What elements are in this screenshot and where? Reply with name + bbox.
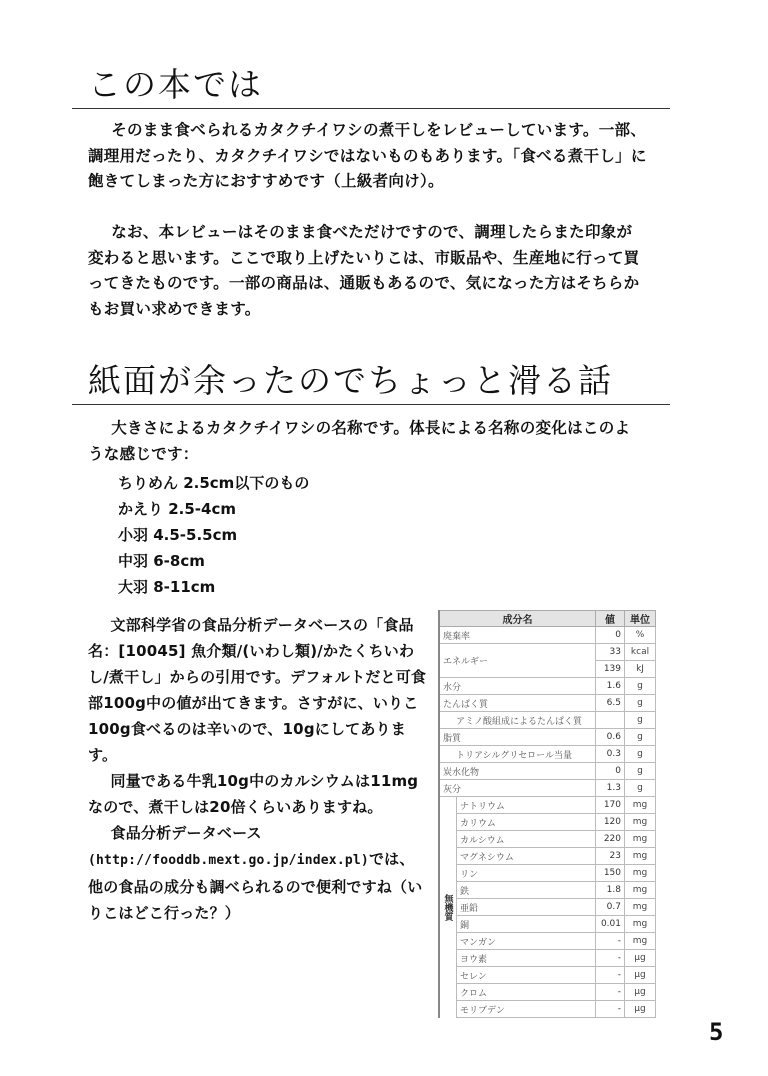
nutrient-unit: g — [625, 695, 656, 712]
indent-cell — [439, 865, 457, 882]
nutrient-value: 0 — [596, 763, 625, 780]
table-row — [439, 695, 656, 712]
mineral-group-label: 無機質 — [439, 882, 457, 933]
indent-cell — [439, 933, 457, 950]
indent-cell — [439, 797, 457, 814]
table-row — [439, 678, 656, 695]
nutrient-name: クロム — [457, 984, 596, 1001]
table-row — [439, 865, 656, 882]
table-row — [439, 882, 656, 899]
nutrient-value: 1.3 — [596, 780, 625, 797]
database-link-text: では、他の食品の成分も調べられるので便利ですね（いりこはどこ行った？） — [88, 850, 423, 922]
nutrient-name: マンガン — [457, 933, 596, 950]
nutrient-value — [596, 712, 625, 729]
table-row — [439, 831, 656, 848]
nutrient-name: モリブデン — [457, 1001, 596, 1018]
nutrient-unit: g — [625, 763, 656, 780]
nutrient-unit: mg — [625, 848, 656, 865]
size-item: 大羽 8-11cm — [118, 578, 216, 596]
indent-cell — [439, 814, 457, 831]
database-url[interactable]: (http://fooddb.mext.go.jp/index.pl) — [88, 853, 369, 868]
nutrient-value: - — [596, 950, 625, 967]
nutrient-value: - — [596, 1001, 625, 1018]
size-item: かえり 2.5-4cm — [118, 500, 236, 518]
nutrient-unit: mg — [625, 814, 656, 831]
table-row — [439, 967, 656, 984]
table-row — [439, 916, 656, 933]
nutrient-name: アミノ酸組成によるたんぱく質 — [439, 712, 596, 729]
nutrient-value: 1.8 — [596, 882, 625, 899]
nutrient-name: 水分 — [439, 678, 596, 695]
table-row — [439, 746, 656, 763]
nutrient-name: 鉄 — [457, 882, 596, 899]
header-unit: 単位 — [625, 611, 656, 627]
nutrient-name: トリアシルグリセロール当量 — [439, 746, 596, 763]
nutrient-unit: µg — [625, 984, 656, 1001]
page-number: 5 — [709, 1018, 724, 1046]
nutrient-unit: mg — [625, 831, 656, 848]
nutrient-unit: mg — [625, 899, 656, 916]
table-row — [439, 780, 656, 797]
nutrient-name: 亜鉛 — [457, 899, 596, 916]
nutrient-unit: kcal — [625, 644, 656, 661]
nutrient-value: 0.3 — [596, 746, 625, 763]
table-row — [439, 950, 656, 967]
nutrient-value: 0 — [596, 627, 625, 644]
nutrient-name: ヨウ素 — [457, 950, 596, 967]
table-row — [439, 763, 656, 780]
size-names-list — [118, 470, 309, 600]
header-name: 成分名 — [439, 611, 596, 627]
nutrient-unit: kJ — [625, 661, 656, 678]
nutrition-table — [438, 610, 656, 1018]
header-value: 値 — [596, 611, 625, 627]
table-row — [439, 848, 656, 865]
nutrient-value: 1.6 — [596, 678, 625, 695]
table-header-row — [439, 611, 656, 627]
nutrient-value: 170 — [596, 797, 625, 814]
nutrient-unit: g — [625, 746, 656, 763]
table-row — [439, 1001, 656, 1018]
nutrient-value: - — [596, 967, 625, 984]
nutrient-value: - — [596, 984, 625, 1001]
nutrient-value: 220 — [596, 831, 625, 848]
size-intro-paragraph: 大きさによるカタクチイワシの名称です。体長による名称の変化はこのような感じです： — [88, 419, 631, 463]
database-note — [88, 612, 428, 926]
nutrient-unit: g — [625, 729, 656, 746]
nutrient-unit: g — [625, 678, 656, 695]
size-item: 小羽 4.5-5.5cm — [118, 526, 238, 544]
nutrient-value: 0.7 — [596, 899, 625, 916]
nutrient-name: たんぱく質 — [439, 695, 596, 712]
indent-cell — [439, 831, 457, 848]
size-item: ちりめん 2.5cm以下のもの — [118, 474, 310, 492]
nutrient-value: 6.5 — [596, 695, 625, 712]
nutrient-value: - — [596, 933, 625, 950]
nutrient-unit: mg — [625, 933, 656, 950]
indent-cell — [439, 1001, 457, 1018]
section-title-extra: 紙面が余ったのでちょっと滑る話 — [88, 361, 613, 400]
nutrient-value: 0.01 — [596, 916, 625, 933]
nutrient-value: 0.6 — [596, 729, 625, 746]
section-title-this-book: この本では — [88, 65, 263, 104]
table-row — [439, 984, 656, 1001]
nutrient-name: エネルギー — [439, 644, 596, 678]
table-row — [439, 814, 656, 831]
indent-cell — [439, 848, 457, 865]
indent-cell — [439, 967, 457, 984]
nutrient-value: 23 — [596, 848, 625, 865]
table-row — [439, 899, 656, 916]
nutrient-unit: µg — [625, 1001, 656, 1018]
nutrient-unit: µg — [625, 950, 656, 967]
section-divider — [72, 108, 670, 109]
nutrient-value: 150 — [596, 865, 625, 882]
table-row — [439, 644, 656, 661]
milk-comparison-paragraph: 同量である牛乳10g中のカルシウムは11mgなので、煮干しは20倍くらいありますね。 — [88, 772, 419, 816]
database-paragraph: 文部科学省の食品分析データベースの「食品名：[10045] 魚介類/(いわし類)/かたくちいわし/煮干し」からの引用です。デフォルトだと可食部100g中の値が出てきます。さすがに、いりこ100g食べるのは辛いので、10gにしてあります。 — [88, 616, 427, 764]
nutrient-value: 139 — [596, 661, 625, 678]
nutrient-name: 廃棄率 — [439, 627, 596, 644]
nutrient-name: セレン — [457, 967, 596, 984]
nutrient-unit: % — [625, 627, 656, 644]
database-link-paragraph — [88, 846, 428, 926]
intro-paragraph-2: なお、本レビューはそのまま食べただけですので、調理したらまた印象が変わると思います。ここで取り上げたいりこは、市販品や、生産地に行って買ってきたものです。一部の商品は、通販もあるので、気になった方はそちらかもお買い求めできます。 — [88, 223, 640, 318]
nutrient-name: 銅 — [457, 916, 596, 933]
nutrient-value: 33 — [596, 644, 625, 661]
nutrient-name: 脂質 — [439, 729, 596, 746]
table-row — [439, 712, 656, 729]
size-item: 中羽 6-8cm — [118, 552, 205, 570]
nutrient-name: ナトリウム — [457, 797, 596, 814]
nutrient-unit: g — [625, 712, 656, 729]
nutrient-name: カリウム — [457, 814, 596, 831]
nutrient-name: リン — [457, 865, 596, 882]
indent-cell — [439, 950, 457, 967]
nutrient-unit: mg — [625, 865, 656, 882]
nutrient-unit: µg — [625, 967, 656, 984]
indent-cell — [439, 984, 457, 1001]
table-row — [439, 797, 656, 814]
table-row — [439, 627, 656, 644]
table-row — [439, 729, 656, 746]
nutrient-unit: mg — [625, 797, 656, 814]
nutrient-name: 炭水化物 — [439, 763, 596, 780]
nutrient-unit: g — [625, 780, 656, 797]
database-link-label: 食品分析データベース — [110, 824, 262, 842]
nutrient-unit: mg — [625, 916, 656, 933]
nutrient-value: 120 — [596, 814, 625, 831]
intro-paragraph-1: そのまま食べられるカタクチイワシの煮干しをレビューしています。一部、調理用だったり、カタクチイワシではないものもあります。「食べる煮干し」に飽きてしまった方におすすめです（上級者向け）。 — [88, 121, 647, 190]
section-divider — [72, 404, 670, 405]
nutrient-name: マグネシウム — [457, 848, 596, 865]
nutrient-name: カルシウム — [457, 831, 596, 848]
nutrient-name: 灰分 — [439, 780, 596, 797]
table-row — [439, 933, 656, 950]
nutrient-unit: mg — [625, 882, 656, 899]
